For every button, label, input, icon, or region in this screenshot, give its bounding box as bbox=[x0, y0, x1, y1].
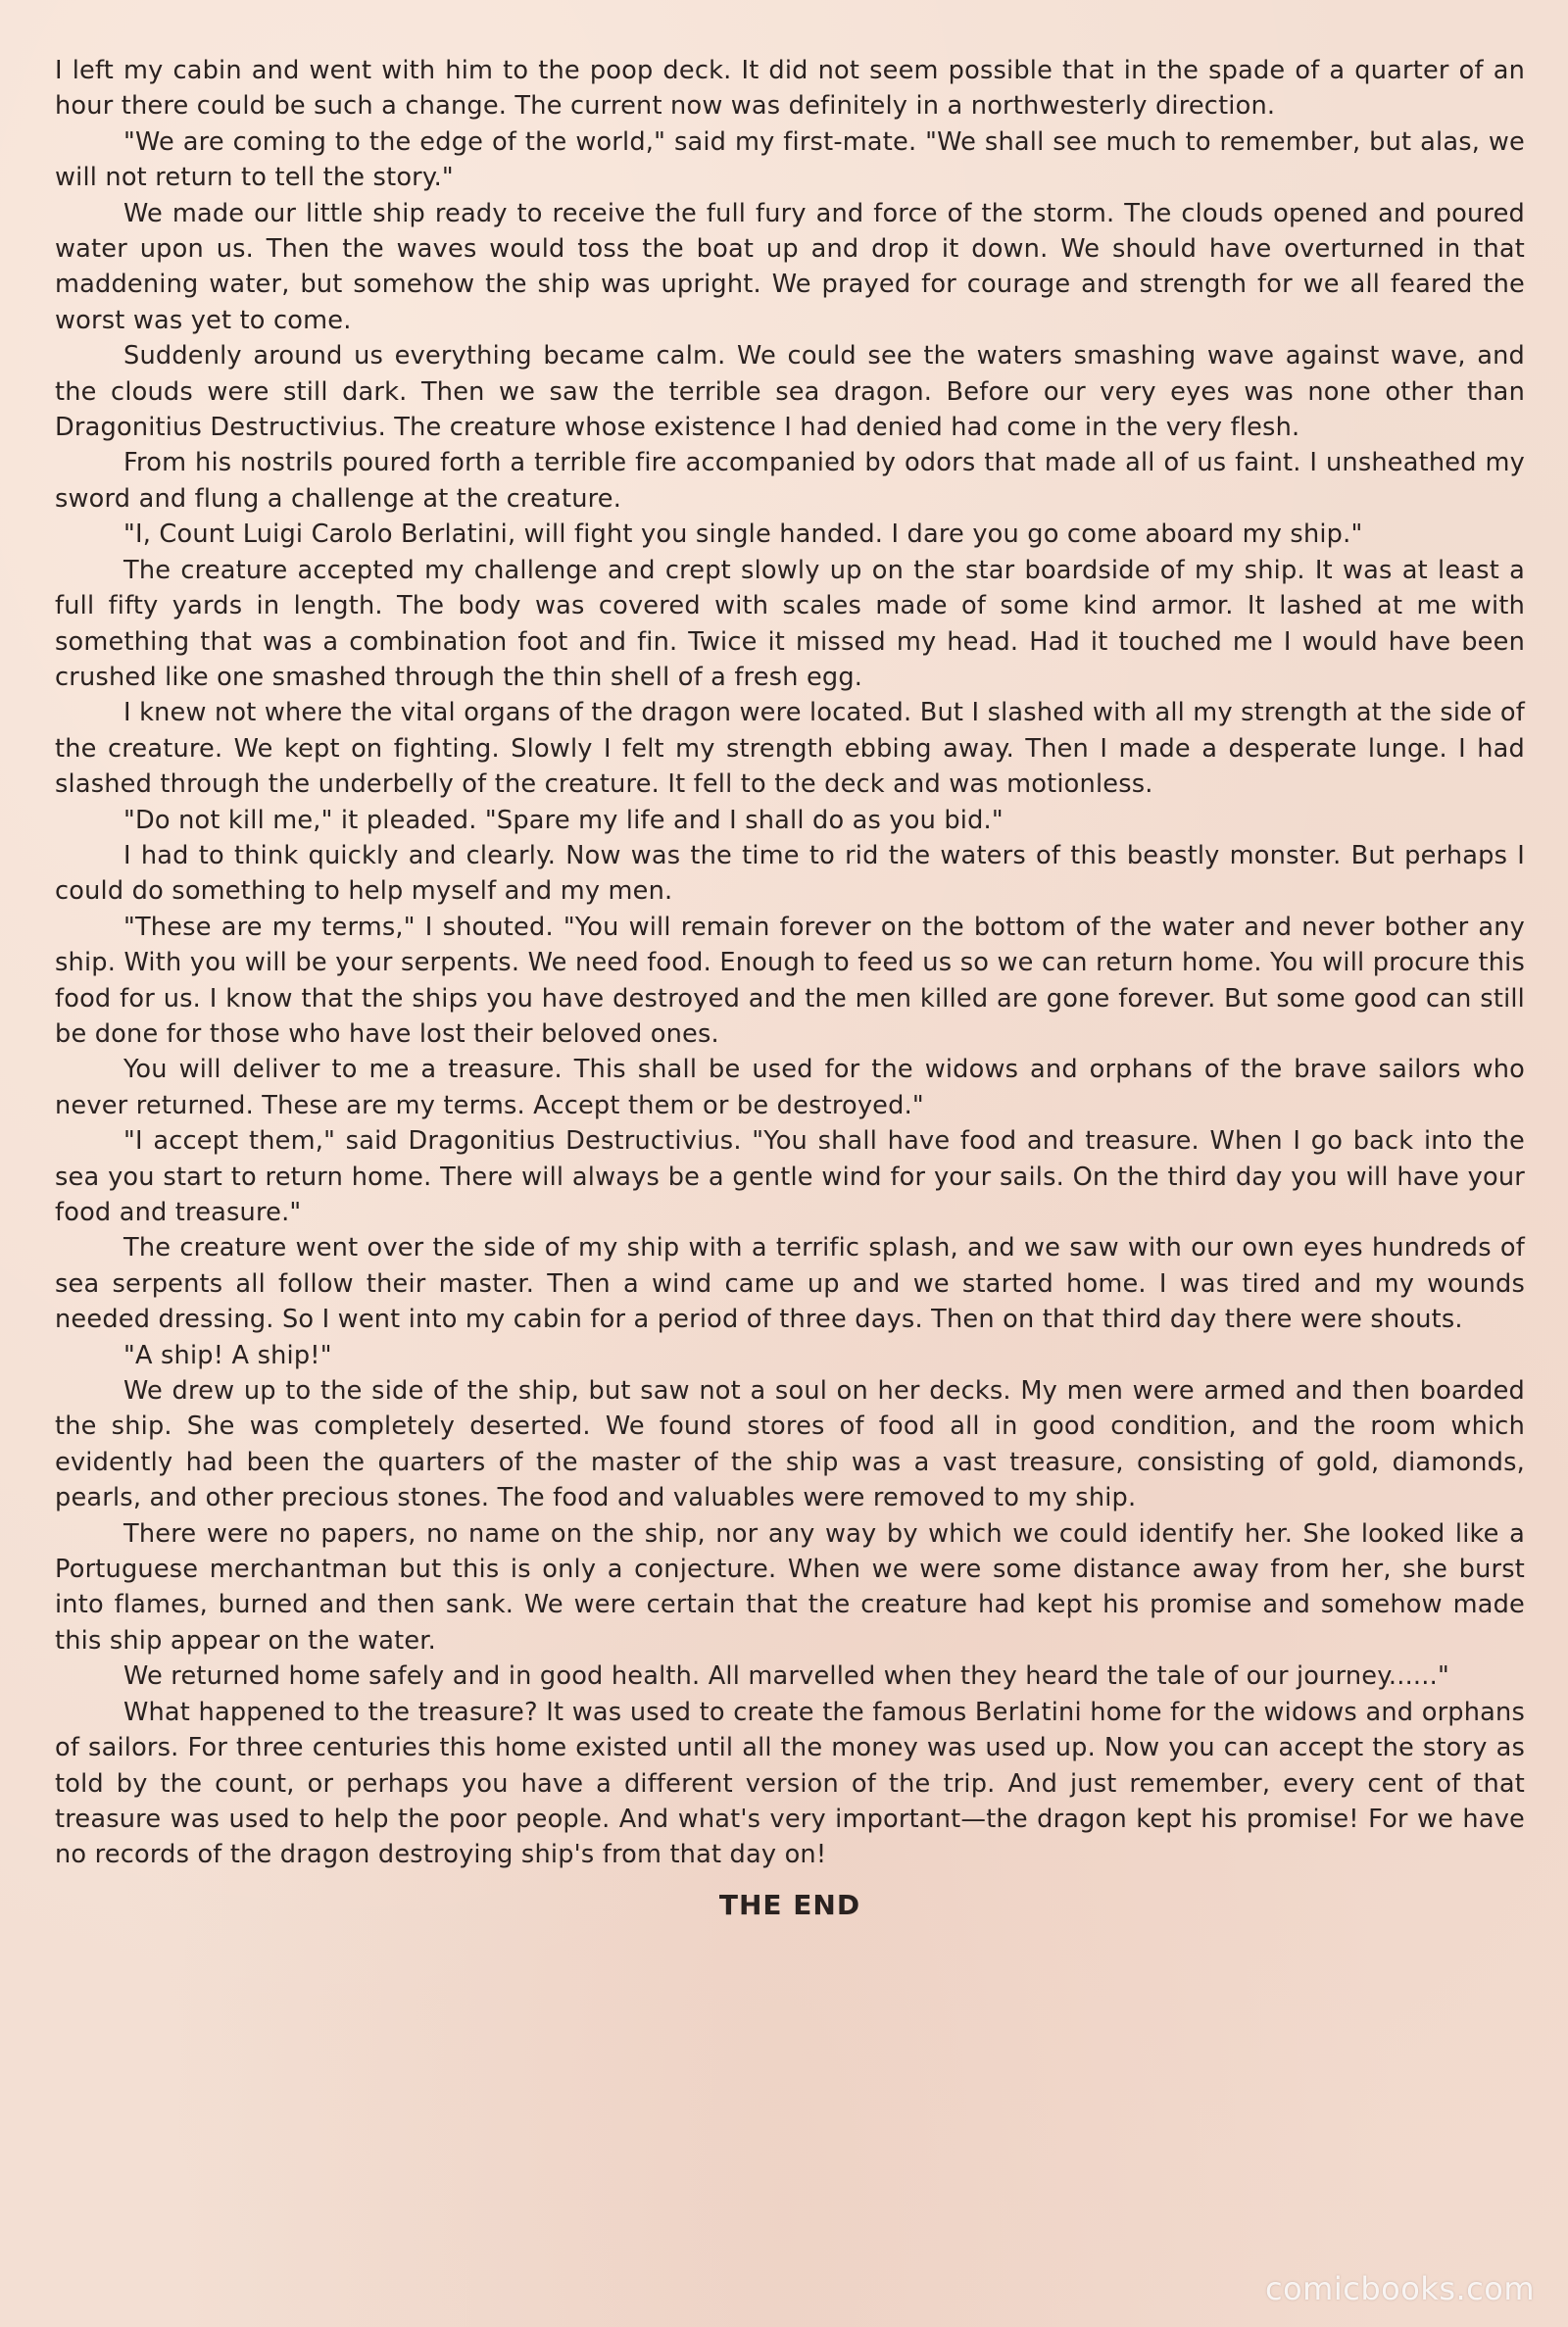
story-paragraph-6: "I, Count Luigi Carolo Berlatini, will fight you single handed. I dare you go come aboard my ship." bbox=[123, 520, 1363, 550]
story-paragraph-13: "I accept them," said Dragonitius Destructivius. "You shall have food and treasure. When I go back into the sea you start to return home. There will always be a gentle wind for your sails. On the third day you will have your food and treasure." bbox=[55, 1126, 1525, 1227]
story-paragraph-12: You will deliver to me a treasure. This shall be used for the widows and orphans of the brave sailors who never returned. These are my terms. Accept them or be destroyed." bbox=[55, 1055, 1525, 1120]
story-paragraph-16: We drew up to the side of the ship, but saw not a soul on her decks. My men were armed and then boarded the ship. She was completely deserted. We found stores of food all in good condition, and the room which evidently had been the quarters of the master of the ship was a vast treasure, consisting of gold, diamonds, pearls, and other precious stones. The food and valuables were removed to my ship. bbox=[55, 1376, 1525, 1513]
story-paragraph-18: We returned home safely and in good health. All marvelled when they heard the tale of our journey......" bbox=[123, 1661, 1449, 1692]
story-paragraph-1: I left my cabin and went with him to the poop deck. It did not seem possible that in the spade of a quarter of an hour there could be such a change. The current now was definitely in a northwesterly direction. bbox=[55, 56, 1525, 122]
story-paragraph-2: "We are coming to the edge of the world," said my first-mate. "We shall see much to remember, but alas, we will not return to tell the story." bbox=[55, 126, 1525, 193]
the-end-label: THE END bbox=[718, 1888, 861, 1921]
story-paragraph-8: I knew not where the vital organs of the dragon were located. But I slashed with all my strength at the side of the creature. We kept on fighting. Slowly I felt my strength ebbing away. Then I made a desperate lunge. I had slashed through the underbelly of the creature. It fell to the deck and was motionless. bbox=[55, 698, 1525, 800]
story-paragraph-4: Suddenly around us everything became calm. We could see the waters smashing wave against wave, and the clouds were still dark. Then we saw the terrible sea dragon. Before our very eyes was none other than Dragonitius Destructivius. The creature whose existence I had denied had come in the very flesh. bbox=[55, 341, 1525, 443]
watermark: comicbooks.com bbox=[1264, 2270, 1535, 2307]
story-paragraph-14: The creature went over the side of my ship with a terrific splash, and we saw with our own eyes hundreds of sea serpents all follow their master. Then a wind came up and we started home. I was tired and my wounds needed dressing. So I went into my cabin for a period of three days. Then on that third day there were shouts. bbox=[55, 1233, 1525, 1335]
story-paragraph-11: "These are my terms," I shouted. "You will remain forever on the bottom of the water and never bother any ship. With you will be your serpents. We need food. Enough to feed us so we can return home. You will procure this food for us. I know that the ships you have destroyed and the men killed are gone forever. But some good can still be done for those who have lost their beloved ones. bbox=[55, 912, 1525, 1049]
story-paragraph-10: I had to think quickly and clearly. Now was the time to rid the waters of this beastly monster. But perhaps I could do something to help myself and my men. bbox=[55, 840, 1525, 907]
page-content bbox=[55, 53, 1525, 1921]
story-text bbox=[55, 53, 1525, 1873]
story-paragraph-3: We made our little ship ready to receive the full fury and force of the storm. The clouds opened and poured water upon us. Then the waves would toss the boat up and drop it down. We should have overturned in that maddening water, but somehow the ship was upright. We prayed for courage and strength for we all feared the worst was yet to come. bbox=[55, 198, 1525, 335]
story-paragraph-19: What happened to the treasure? It was used to create the famous Berlatini home for the widows and orphans of sailors. For three centuries this home existed until all the money was used up. Now you can accept the story as told by the count, or perhaps you have a different version of the trip. And just remember, every cent of that treasure was used to help the poor people. And what's very important—the dragon kept his promise! For we have no records of the dragon destroying ship's from that day on! bbox=[55, 1697, 1525, 1870]
story-paragraph-17: There were no papers, no name on the ship, nor any way by which we could identify her. She looked like a Portuguese merchantman but this is only a conjecture. When we were some distance away from her, she burst into flames, burned and then sank. We were certain that the creature had kept his promise and somehow made this ship appear on the water. bbox=[55, 1518, 1525, 1656]
story-paragraph-9: "Do not kill me," it pleaded. "Spare my life and I shall do as you bid." bbox=[123, 805, 1004, 835]
story-paragraph-7: The creature accepted my challenge and crept slowly up on the star boardside of my ship. It was at least a full fifty yards in length. The body was covered with scales made of some kind armor. It lashed at me with something that was a combination foot and fin. Twice it missed my head. Had it touched me I would have been crushed like one smashed through the thin shell of a fresh egg. bbox=[55, 555, 1525, 692]
story-paragraph-15: "A ship! A ship!" bbox=[123, 1340, 332, 1370]
story-paragraph-5: From his nostrils poured forth a terrible fire accompanied by odors that made all of us faint. I unsheathed my sword and flung a challenge at the creature. bbox=[55, 448, 1525, 514]
